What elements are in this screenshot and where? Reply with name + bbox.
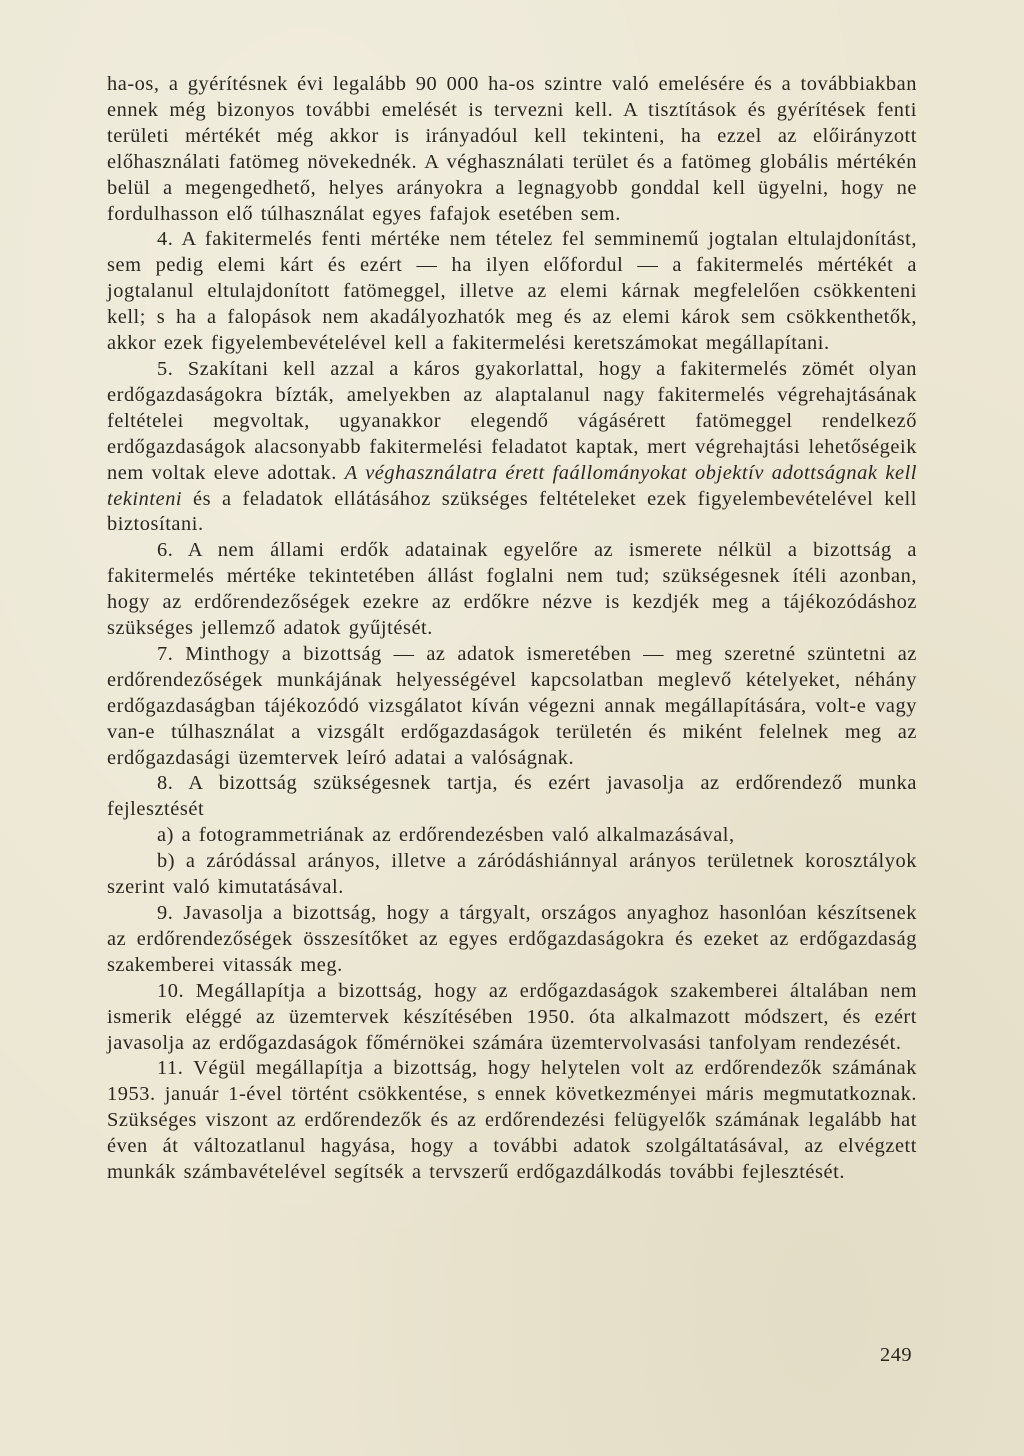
page-number: 249 [880, 1344, 913, 1366]
paragraph [107, 979, 917, 1057]
paragraph [107, 823, 917, 849]
paragraph [107, 227, 917, 357]
text-run: b) a záródással arányos, illetve a záródáshiánnyal arányos területnek korosztályok szerint való kimutatásával. [107, 850, 917, 899]
text-run: 5. Szakítani kell azzal a káros gyakorlattal, hogy a fakitermelés zömét olyan erdőgazdaságokra bízták, amelyekben az alaptalanul nagy fakitermelés végrehajtásának feltételei megvoltak, ugyanakkor elegendő vágásérett fatömeggel rendelkező erdőgazdaságok alacsonyabb fakitermelési feladatot kaptak, mert végrehajtási lehetőségeik nem voltak eleve adottak. [107, 357, 917, 484]
text-run: 11. Végül megállapítja a bizottság, hogy helytelen volt az erdőrendezők számának 1953. január 1-ével történt csökkentése, s ennek következményei máris megmutatkoznak. Szükséges viszont az erdőrendezők és az erdőrendezési felügyelők számának legalább hat éven át változatlanul hagyása, hogy a további adatok szolgáltatásával, az elvégzett munkák számbavételével segítsék a tervszerű erdőgazdálkodás további fejlesztését. [107, 1057, 917, 1184]
text-run: 8. A bizottság szükségesnek tartja, és ezért javasolja az erdőrendező munka fejlesztését [107, 772, 917, 821]
paragraph [107, 849, 917, 901]
text-run: a) a fotogrammetriának az erdőrendezésben való alkalmazásával, [157, 824, 735, 847]
text-run: 7. Minthogy a bizottság — az adatok ismeretében — meg szeretné szüntetni az erdőrendezőségek munkájának helyességével kapcsolatban meglevő kételyeket, néhány erdőgazdaságban tájékozódó vizsgálatot kíván végezni annak megállapítására, volt-e vagy van-e túlhasználat a vizsgált erdőgazdaságok területén és miként felelnek meg az erdőgazdasági üzemtervek leíró adatai a valóságnak. [107, 642, 917, 769]
emphasized-text: A véghasználatra érett faállományokat objektív adottságnak kell tekinteni [107, 461, 917, 510]
text-run: 9. Javasolja a bizottság, hogy a tárgyalt, országos anyaghoz hasonlóan készítsenek az erdőrendezőségek összesítőket az egyes erdőgazdaságokra és ezeket az erdőgazdaság szakemberei vitassák meg. [107, 902, 917, 976]
text-run: és a feladatok ellátásához szükséges feltételeket ezek figyelembevételével kell biztosítani. [107, 487, 917, 536]
paragraph [107, 538, 917, 642]
paragraph [107, 1056, 917, 1186]
paragraph [107, 72, 917, 227]
text-run: 6. A nem állami erdők adatainak egyelőre az ismerete nélkül a bizottság a fakitermelés mértéke tekintetében állást foglalni nem tud; szükségesnek ítéli azonban, hogy az erdőrendezőségek ezekre az erdőkre nézve is kezdjék meg a tájékozódáshoz szükséges jellemző adatok gyűjtését. [107, 539, 917, 640]
paragraph [107, 771, 917, 823]
text-run: 10. Megállapítja a bizottság, hogy az erdőgazdaságok szakemberei általában nem ismerik eléggé az üzemtervek készítésében 1950. óta alkalmazott módszert, és ezért javasolja az erdőgazdaságok főmérnökei számára üzemtervolvasási tanfolyam rendezését. [107, 979, 917, 1054]
paragraph [107, 357, 917, 538]
paragraph [107, 642, 917, 772]
text-run: 4. A fakitermelés fenti mértéke nem tételez fel semminemű jogtalan eltulajdonítást, sem pedig elemi kárt és ezért — ha ilyen előfordul — a fakitermelés mértékét a jogtalanul eltulajdonított fatömeggel, illetve az elemi kárnak megfelelően csökkenteni kell; s ha a falopások nem akadályozhatók meg és az elemi károk sem csökkenthetők, akkor ezek figyelembevételével kell a fakitermelési keretszámokat megállapítani. [107, 228, 917, 355]
text-run: ha-os, a gyérítésnek évi legalább 90 000 ha-os szintre való emelésére és a továbbiakban ennek még bizonyos további emelését is tervezni kell. A tisztítások és gyérítések fenti területi mértékét még akkor is irányadóul kell tekinteni, ha ezzel az előirányzott előhasználati fatömeg növekednék. A véghasználati terület és a fatömeg globális mértékén belül a megengedhető, helyes arányokra a legnagyobb gonddal kell ügyelni, hogy ne fordulhasson elő túlhasználat egyes fafajok esetében sem. [107, 73, 917, 225]
page-body [107, 72, 917, 1186]
paragraph [107, 901, 917, 979]
